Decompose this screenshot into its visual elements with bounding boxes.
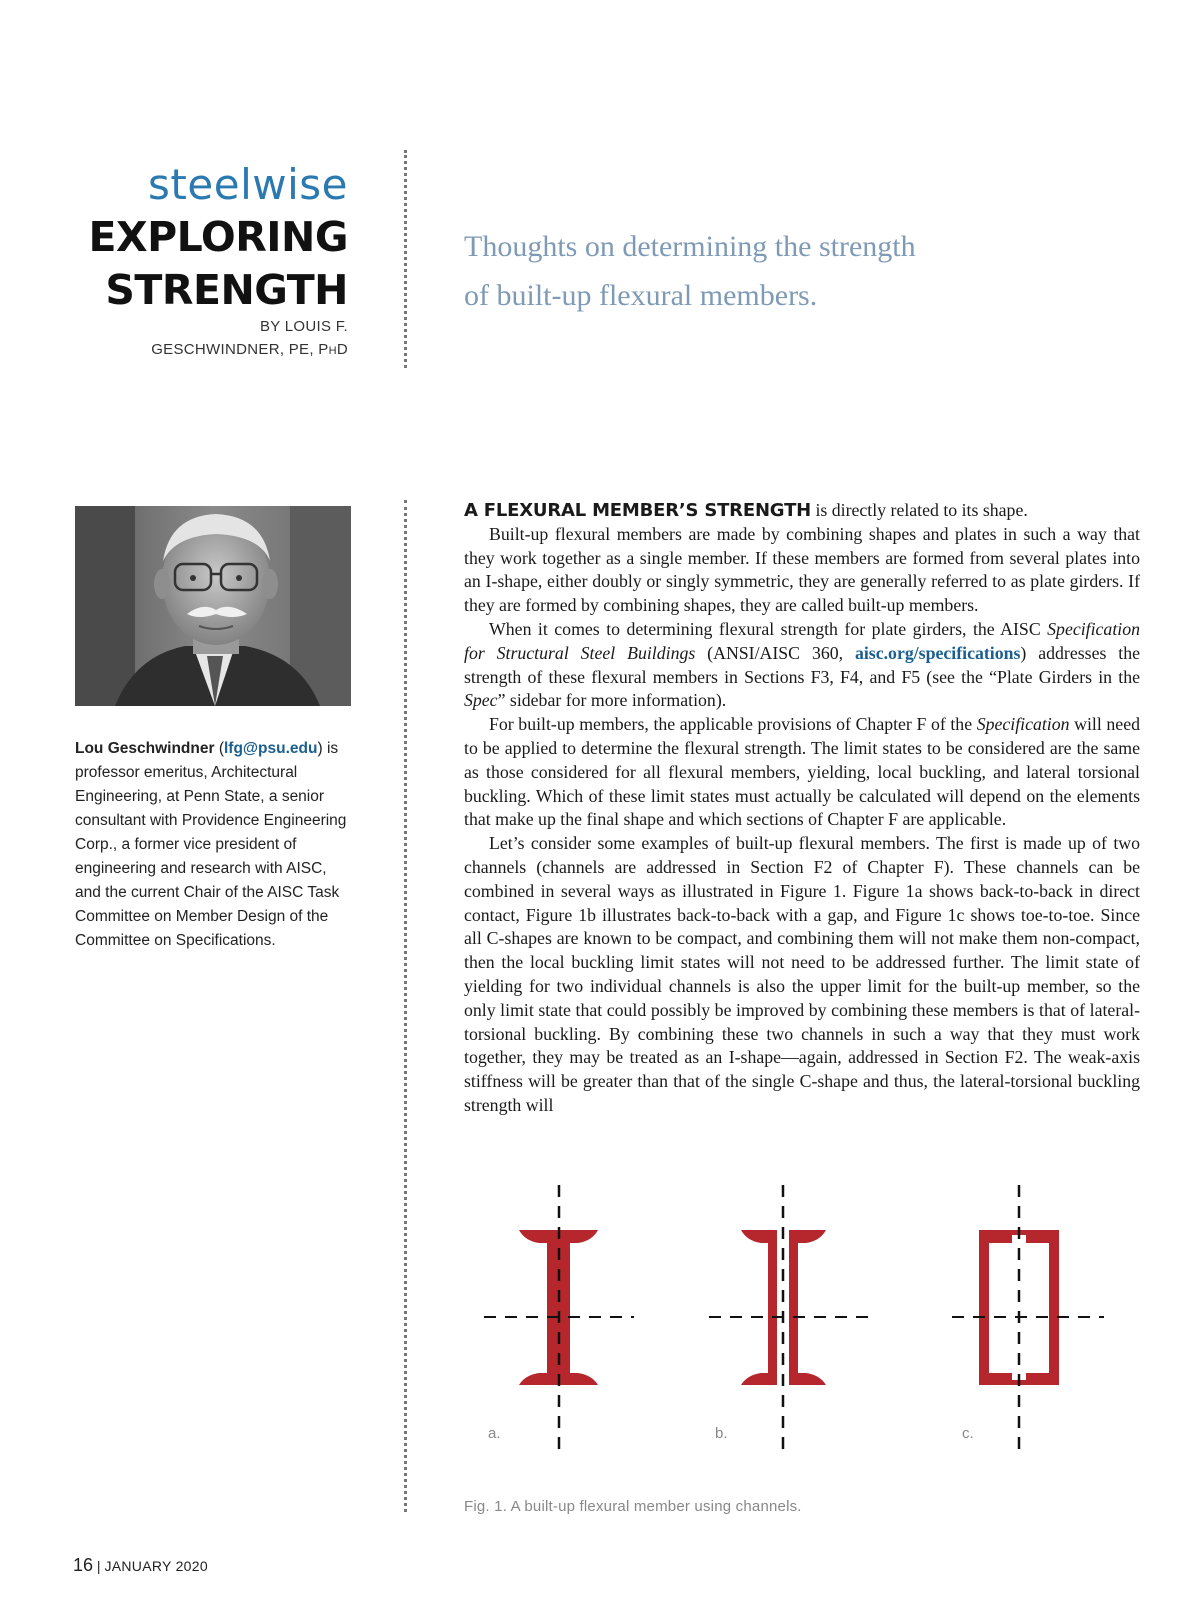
paren-open: ( — [214, 740, 224, 757]
byline-line-2 — [60, 341, 348, 358]
deck-line-1: Thoughts on determining the strength — [464, 230, 916, 263]
article-title-line-1: EXPLORING — [88, 213, 348, 261]
p3-text-c: ) addresses the strength of these flexural members in Sections F3, F4, and F5 (see the “Plate Girders in the — [464, 642, 1140, 687]
column-kicker: steelwise — [148, 160, 348, 209]
page-number: 16 — [73, 1555, 94, 1575]
p3-text-b: (ANSI/AISC 360, — [695, 642, 855, 663]
header-divider — [404, 150, 407, 368]
author-portrait-icon — [75, 506, 351, 706]
figure-label-a: a. — [488, 1425, 501, 1442]
paragraph-4 — [464, 713, 1140, 832]
spec-short: Spec — [464, 690, 498, 711]
figure-caption: Fig. 1. A built-up flexural member using channels. — [464, 1498, 802, 1515]
author-email-link[interactable]: lfg@psu.edu — [223, 740, 318, 757]
byline-text: GESCHWINDNER, PE, P — [151, 341, 329, 358]
author-photo — [75, 506, 351, 706]
paragraph-3 — [464, 618, 1140, 713]
paragraph-5: Let’s consider some examples of built-up flexural members. The first is made up of two channels (channels are addressed in Section F2 of Chapter F). These channels can be combined in several ways as illustrated in Figure 1. Figure 1a shows back-to-back in direct contact, Figure 1b illustrates back-to-back with a gap, and Figure 1c shows toe-to-toe. Since all C-shapes are known to be compact, and combining them will not make them non-compact, then the local buckling limit states will not need to be addressed further. The limit state of yielding for two individual channels is also the upper limit for the built-up member, so the only limit state that could possibly be improved by combining these members is that of lateral-torsional buckling. By combining these two channels in such a way that they must work together, they may be treated as an I-shape—again, addressed in Section F2. The weak-axis stiffness will be greater than that of the single C-shape and thus, the lateral-torsional buckling strength will — [464, 833, 1140, 1115]
footer-separator: | — [93, 1558, 105, 1574]
spec-italic: Specification — [976, 714, 1070, 735]
lead-in: A FLEXURAL MEMBER’S STRENGTH — [464, 500, 812, 521]
issue-date: JANUARY 2020 — [104, 1558, 208, 1574]
figure-label-b: b. — [715, 1425, 728, 1442]
paragraph-2: Built-up flexural members are made by combining shapes and plates in such a way that they work together as a single member. If these members are formed from several plates into an I-shape, either doubly or singly symmetric, they are generally referred to as plate girders. If they are formed by combining shapes, they are called built-up members. — [464, 523, 1140, 616]
author-bio — [75, 737, 347, 953]
paragraph-1 — [464, 499, 1140, 523]
p4-text-a: For built-up members, the applicable provisions of Chapter F of the — [489, 714, 977, 735]
paragraph-1-text: is directly related to its shape. — [811, 500, 1028, 520]
body-divider — [404, 500, 407, 1512]
article-deck — [464, 222, 984, 320]
figure-a-shape — [484, 1185, 634, 1455]
byline-line-1: BY LOUIS F. — [259, 318, 348, 335]
p3-text-d: ” sidebar for more information). — [497, 690, 727, 711]
byline-end: D — [336, 341, 348, 358]
figure-label-c: c. — [962, 1425, 974, 1442]
figure-b-shape — [709, 1185, 869, 1455]
p4-text-b: will need to be applied to determine the flexural strength. The limit states to be considered are the same as those considered for all flexural members, yielding, local buckling, and lateral torsional buckling. Which of these limit states must actually be calculated will depend on the elements that make up the final shape and which sections of Chapter F are applicable. — [464, 714, 1140, 830]
article-body — [464, 499, 1140, 1118]
spec-title: Specification for Structural Steel Buildings — [464, 618, 1140, 663]
article-title-line-2: STRENGTH — [105, 266, 348, 314]
p3-text-a: When it comes to determining flexural strength for plate girders, the AISC — [489, 618, 1048, 639]
page-footer — [73, 1555, 208, 1576]
figure-1-diagram — [464, 1185, 1144, 1455]
byline-smallcap: H — [328, 345, 337, 357]
paren-close: ) — [317, 740, 323, 757]
figure-1 — [464, 1185, 1144, 1455]
specifications-link[interactable]: aisc.org/specifications — [854, 642, 1021, 663]
deck-line-2: of built-up flexural members. — [464, 279, 818, 312]
figure-c-shape — [952, 1185, 1104, 1455]
author-bio-text: is professor emeritus, Architectural Engineering, at Penn State, a senior consultant with Providence Engineering Corp., a former vice president of engineering and research with AISC, and the current Chair of the AISC Task Committee on Member Design of the Committee on Specifications. — [75, 740, 347, 949]
author-name: Lou Geschwindner — [75, 740, 215, 757]
